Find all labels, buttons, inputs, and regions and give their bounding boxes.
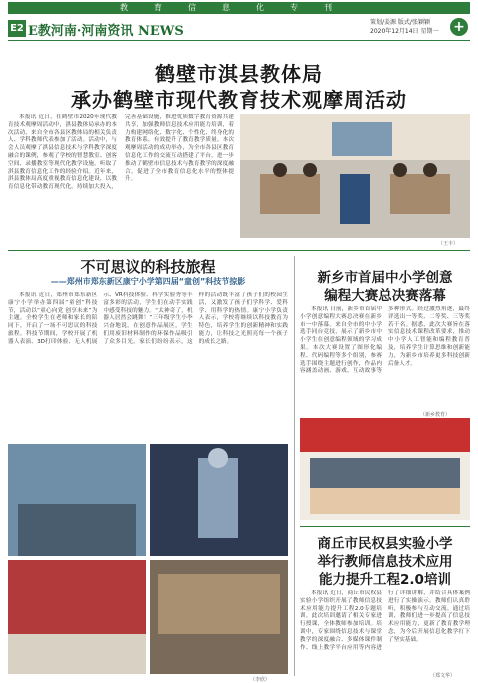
story4-credit: （郑文华） — [430, 673, 456, 679]
lead-photo — [240, 114, 470, 238]
story4-body — [300, 590, 470, 670]
story4-title-line3: 能力提升工程2.0培训 — [319, 572, 451, 588]
story2-body — [8, 292, 288, 440]
story2-title: 不可思议的科技旅程 — [80, 258, 216, 276]
lead-title-line1: 鹤壁市淇县教体局 — [155, 62, 323, 86]
header-band: 教育信息化专刊 — [8, 2, 470, 14]
story2-text: 本报讯 近日，郑州市郑东新区康宁小学举办第四届“童创”科技节，活动以“童心向党 创享未来”为主题，全校学生在老师和家长的陪同下，开启了一场不可思议的科技旅程。科技节期间，学校开展了机器人表演、3D打印体验、无人机展示、VR科技体验、科学实验秀等丰富多彩的活动，学生们在动手实践中感受科技的魅力。“太神奇了，机器人居然会跳舞！”三年级学生小李兴奋地说。在创意作品展区，学生们用废旧材料制作的环保作品吸引了众多目光。家长们纷纷表示，这样的活动既丰富了孩子们的校园生活，又激发了孩子们学科学、爱科学、用科学的热情。康宁小学负责人表示，学校将继续以科技教育为特色，培养学生的创新精神和实践能力，让科技之光照亮每一个孩子的成长之路。 — [8, 292, 288, 345]
section-title: E教河南·河南资讯 NEWS — [28, 24, 184, 39]
story3-title-line2: 编程大赛总决赛落幕 — [324, 288, 446, 304]
date-line: 2020年12月14日 星期一 — [370, 28, 439, 35]
lead-text: 本报讯 近日，在鹤壁市2020年现代教育技术观摩周活动中，淇县教体局承办的本次活动，来自全市各县区教体局的相关负责人、学科教师代表参加了活动。活动中，与会人员观摩了淇县信息技术与学科教学深度融合的课例，参观了学校的智慧教室、创客空间、录播教室等现代化教学设施，听取了淇县教育信息化工作的经验介绍。近年来，淇县教体局高度重视教育信息化建设，以教育信息化带动教育现代化，持续加大投入，完善基础设施，推进优质数字教育资源共建共享，加强教师信息技术应用能力培训，着力构建网络化、数字化、个性化、终身化的教育体系，有效提升了教育教学质量。本次观摩周活动的成功举办，为全市各县区教育信息化工作的交流互动搭建了平台，进一步推动了鹤壁市信息技术与教育教学的深度融合，促进了全市教育信息化水平的整体提升。 — [8, 114, 234, 191]
story3-credit: （新乡教育） — [420, 412, 451, 418]
issue-meta — [370, 18, 450, 36]
column-divider — [294, 256, 295, 676]
section-code: E2 — [8, 20, 26, 37]
story3-photo — [300, 418, 470, 520]
story2-photos — [8, 444, 288, 674]
story4-text: 本报讯 近日，商丘市民权县实验小学组织开展了教师信息技术应用能力提升工程2.0专题培训。此次培训邀请了相关专家进行授课，全体教师参加培训。培训中，专家围绕信息技术与课堂教学的深度融合、多媒体课件制作、线上教学平台应用等内容进行了详细讲解，并结合具体案例进行了实操演示。教师们认真聆听，积极参与互动交流。通过培训，教师们进一步提高了信息技术应用能力，更新了教育教学理念，为今后开展信息化教学打下了坚实基础。 — [300, 590, 470, 651]
plus-icon: + — [450, 18, 468, 36]
story2-credit: （李欣） — [250, 677, 271, 683]
story2-subtitle: ——郑州市郑东新区康宁小学第四届“童创”科技节掠影 — [50, 277, 246, 286]
story4-title-line2: 举行教师信息技术应用 — [317, 554, 453, 570]
lead-credit: （王丰） — [438, 241, 459, 247]
lead-title-line2: 承办鹤壁市现代教育技术观摩周活动 — [71, 88, 407, 112]
group-photo — [300, 418, 470, 520]
story3-title-line1: 新乡市首届中小学创意 — [317, 270, 453, 286]
lead-divider — [8, 250, 470, 251]
classroom-photo — [240, 114, 470, 238]
story4-divider — [300, 526, 470, 527]
story3-text: 本报讯 日前，新乡市首届中小学创意编程大赛总决赛在新乡市一中落幕。来自全市的中小学选手同台竞技，展示了新乡市中小学生在创意编程领域的学习成果。本次大赛设置了图形化编程、代码编程等多个组别，参赛选手围绕主题进行创作，作品内容涵盖动画、游戏、互动故事等多种形式。经过激烈角逐，最终评选出一等奖、二等奖、三等奖若干名。据悉，此次大赛旨在落实信息技术课程改革要求，推动中小学人工智能和编程教育普及，培养学生计算思维和创新能力，为新乡市培养更多科技创新后备人才。 — [300, 306, 470, 375]
tech-festival-photos — [8, 444, 288, 674]
header-rule — [8, 40, 470, 41]
editor-line: 策划/姜源 版式/张颖颖 — [370, 19, 430, 26]
story3-body — [300, 306, 470, 410]
lead-body-left — [8, 114, 234, 238]
story4-title-line1: 商丘市民权县实验小学 — [317, 536, 453, 552]
